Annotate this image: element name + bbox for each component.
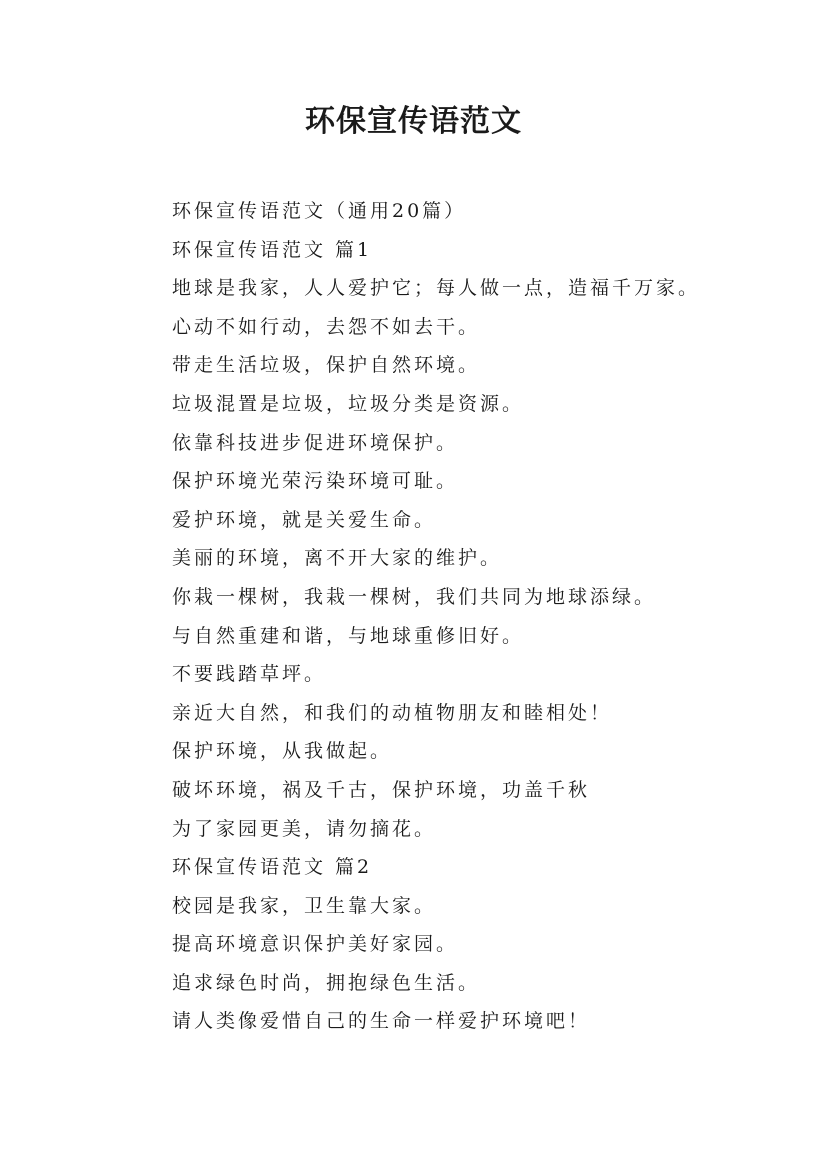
text-line: 爱护环境，就是关爱生命。 (172, 508, 437, 531)
document-title: 环保宣传语范文 (305, 104, 522, 139)
text-line: 美丽的环境，离不开大家的维护。 (172, 547, 503, 570)
text-line: 环保宣传语范文 篇2 (172, 856, 373, 879)
text-line: 地球是我家，人人爱护它；每人做一点，造福千万家。 (172, 277, 701, 300)
text-line: 提高环境意识保护美好家园。 (172, 933, 459, 956)
text-line: 为了家园更美，请勿摘花。 (172, 817, 437, 840)
text-line: 保护环境光荣污染环境可耻。 (172, 470, 459, 493)
text-line: 破坏环境，祸及千古，保护环境，功盖千秋 (172, 778, 591, 801)
text-line: 环保宣传语范文 篇1 (172, 238, 373, 261)
document-body (172, 192, 792, 1041)
text-line: 不要践踏草坪。 (172, 663, 327, 686)
text-line: 垃圾混置是垃圾，垃圾分类是资源。 (172, 392, 525, 415)
text-line: 依靠科技进步促进环境保护。 (172, 431, 459, 454)
text-line: 与自然重建和谐，与地球重修旧好。 (172, 624, 525, 647)
text-line: 心动不如行动，去怨不如去干。 (172, 315, 481, 338)
text-line: 环保宣传语范文（通用20篇） (172, 200, 467, 222)
text-line: 请人类像爱惜自己的生命一样爱护环境吧！ (172, 1010, 591, 1033)
text-line: 带走生活垃圾，保护自然环境。 (172, 354, 481, 377)
text-line: 你栽一棵树，我栽一棵树，我们共同为地球添绿。 (172, 585, 657, 608)
text-line: 追求绿色时尚，拥抱绿色生活。 (172, 971, 481, 994)
text-line: 校园是我家，卫生靠大家。 (172, 894, 437, 917)
text-line: 保护环境，从我做起。 (172, 740, 393, 763)
text-line: 亲近大自然，和我们的动植物朋友和睦相处！ (172, 701, 613, 724)
